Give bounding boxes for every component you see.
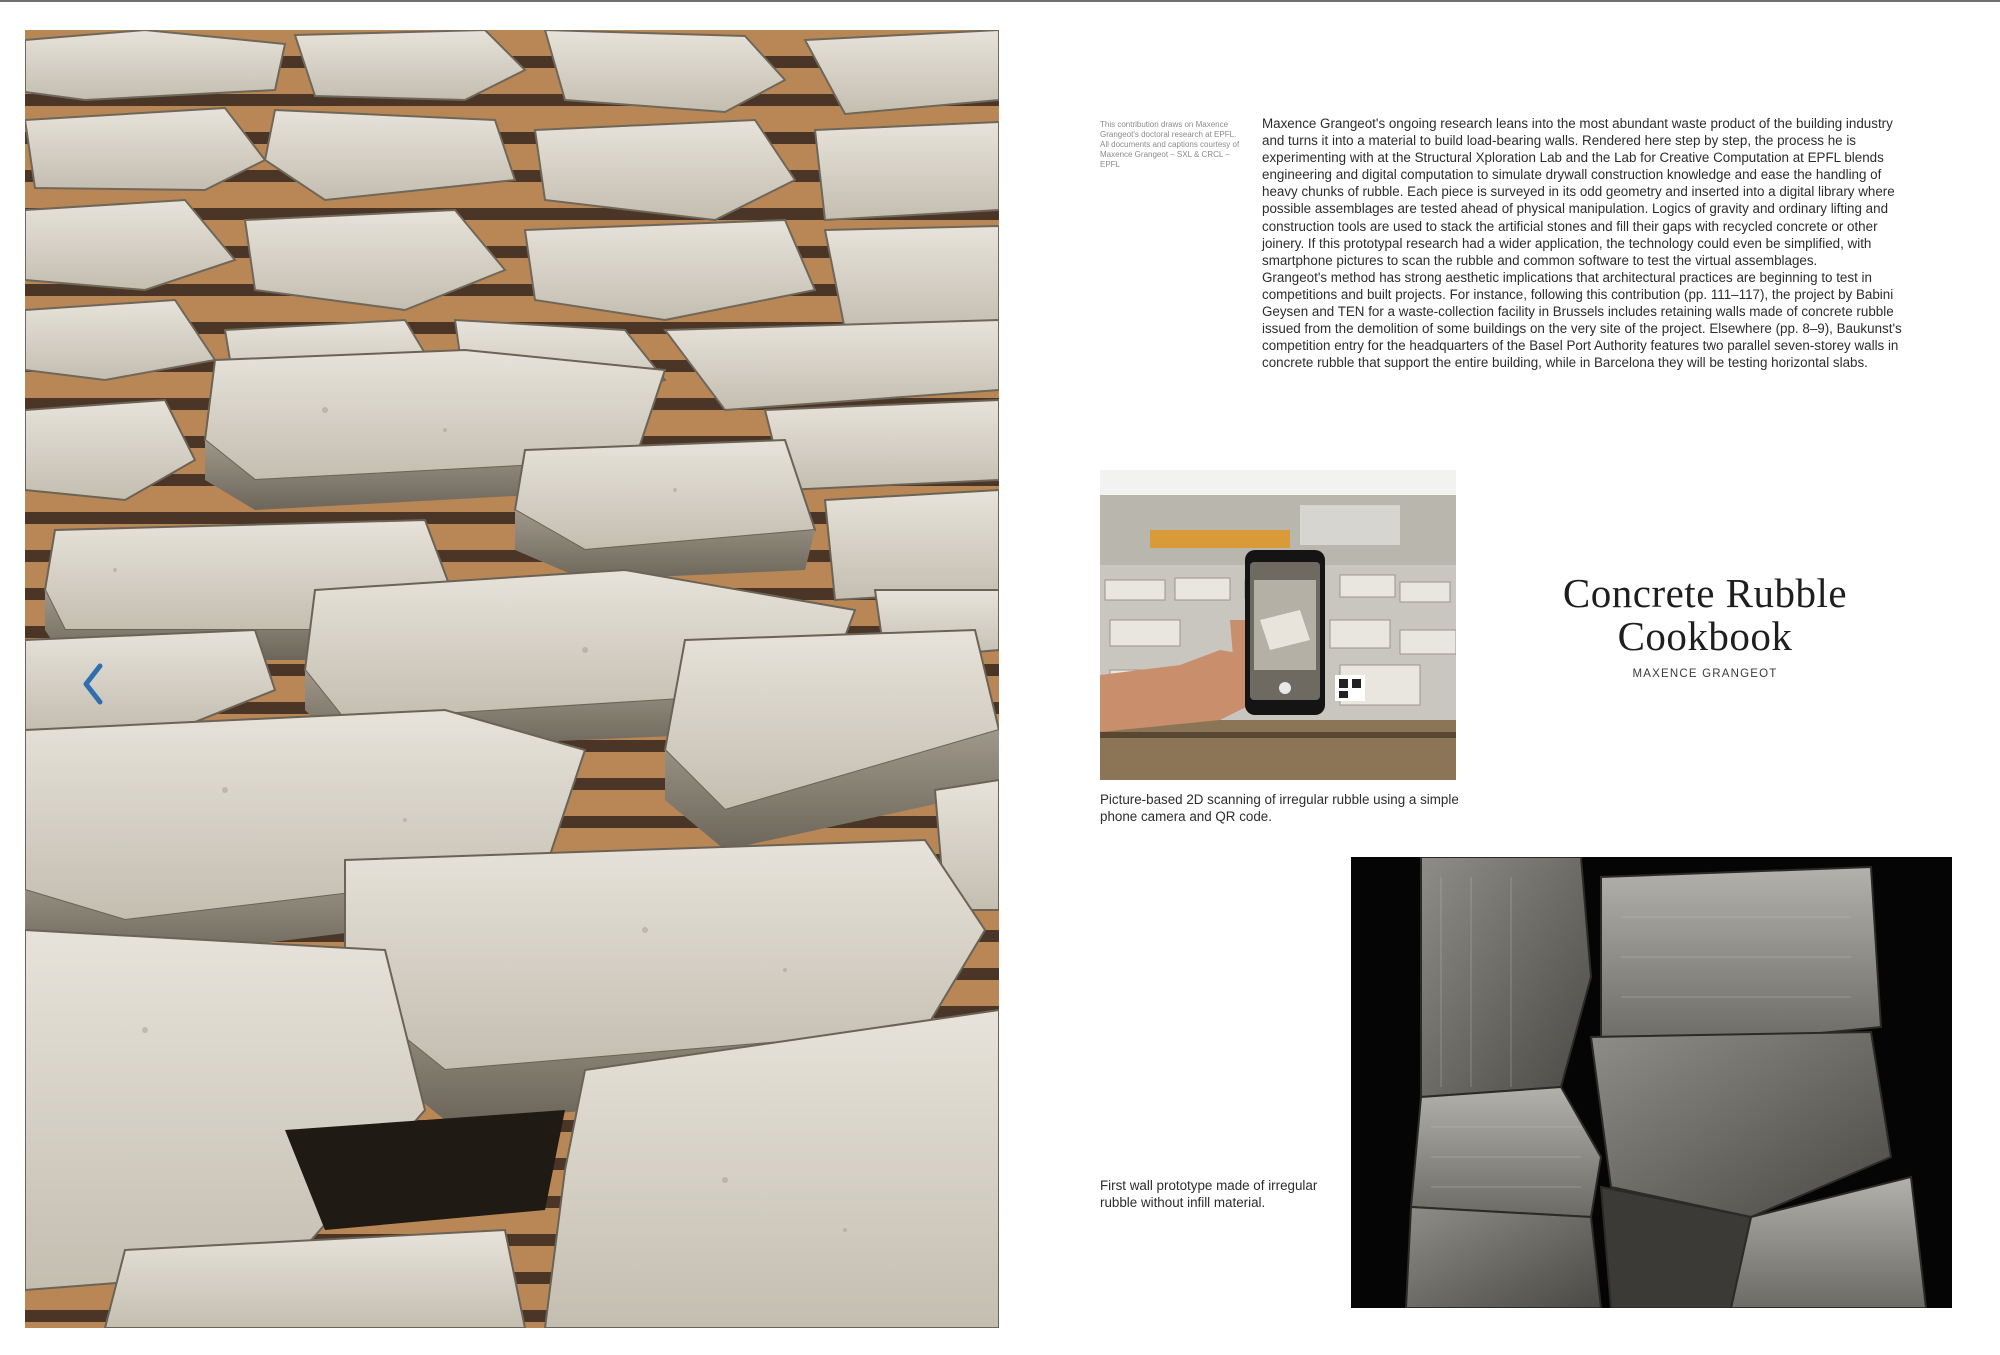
body-paragraph: Maxence Grangeot's ongoing research leans into the most abundant waste product of the building industry and turns it into a material to build load-bearing walls. Rendered here step by step, the process he is experimenting with at the Structural Xploration Lab and the Lab for Creative Computation at EPFL blends engineering and digital computation to simulate drywall construction knowledge and ease the handling of heavy chunks of rubble. Each piece is surveyed in its odd geometry and inserted into a digital library where possible assemblages are tested ahead of physical manipulation. Logics of gravity and ordinary lifting and construction tools are used to stack the artificial stones and fill their gaps with recycled concrete or other joinery. If this prototypal research had a wider application, the technology could even be simplified, with smartphone pictures to scan the rubble and common software to test the virtual assemblages. xyxy=(1262,116,1895,268)
rubble-photo-illustration xyxy=(25,30,999,1328)
wall-prototype-illustration xyxy=(1351,857,1952,1308)
credit-note: This contribution draws on Maxence Grangeot's doctoral research at EPFL. All documents and captions courtesy of Maxence Grangeot – SXL & CRCL – EPFL xyxy=(1100,120,1240,169)
previous-page-button[interactable] xyxy=(74,658,110,710)
article-title: Concrete Rubble Cookbook xyxy=(1562,570,1848,659)
figure-caption: First wall prototype made of irregular rubble without infill material. xyxy=(1100,1178,1318,1210)
figure-caption: Picture-based 2D scanning of irregular rubble using a simple phone camera and QR code. xyxy=(1100,792,1459,824)
rubble-photo xyxy=(25,30,999,1328)
phone-scanning-illustration xyxy=(1100,470,1456,780)
phone-scanning-photo xyxy=(1100,470,1456,780)
article-author: MAXENCE GRANGEOT xyxy=(1632,668,1778,680)
wall-prototype-photo xyxy=(1351,857,1952,1308)
body-paragraph: Grangeot's method has strong aesthetic implications that architectural practices are beginning to test in competitions and built projects. For instance, following this contribution (pp. 111–117), the project by Babini Geysen and TEN for a waste-collection facility in Brussels includes retaining walls made of concrete rubble issued from the demolition of some buildings on the very site of the project. Elsewhere (pp. 8–9), Baukunst's competition entry for the headquarters of the Basel Port Authority features two parallel seven-storey walls in concrete rubble that support the entire building, while in Barcelona they will be testing horizontal slabs. xyxy=(1262,269,1902,371)
chevron-left-icon xyxy=(80,662,104,706)
article-body xyxy=(1262,115,1902,371)
